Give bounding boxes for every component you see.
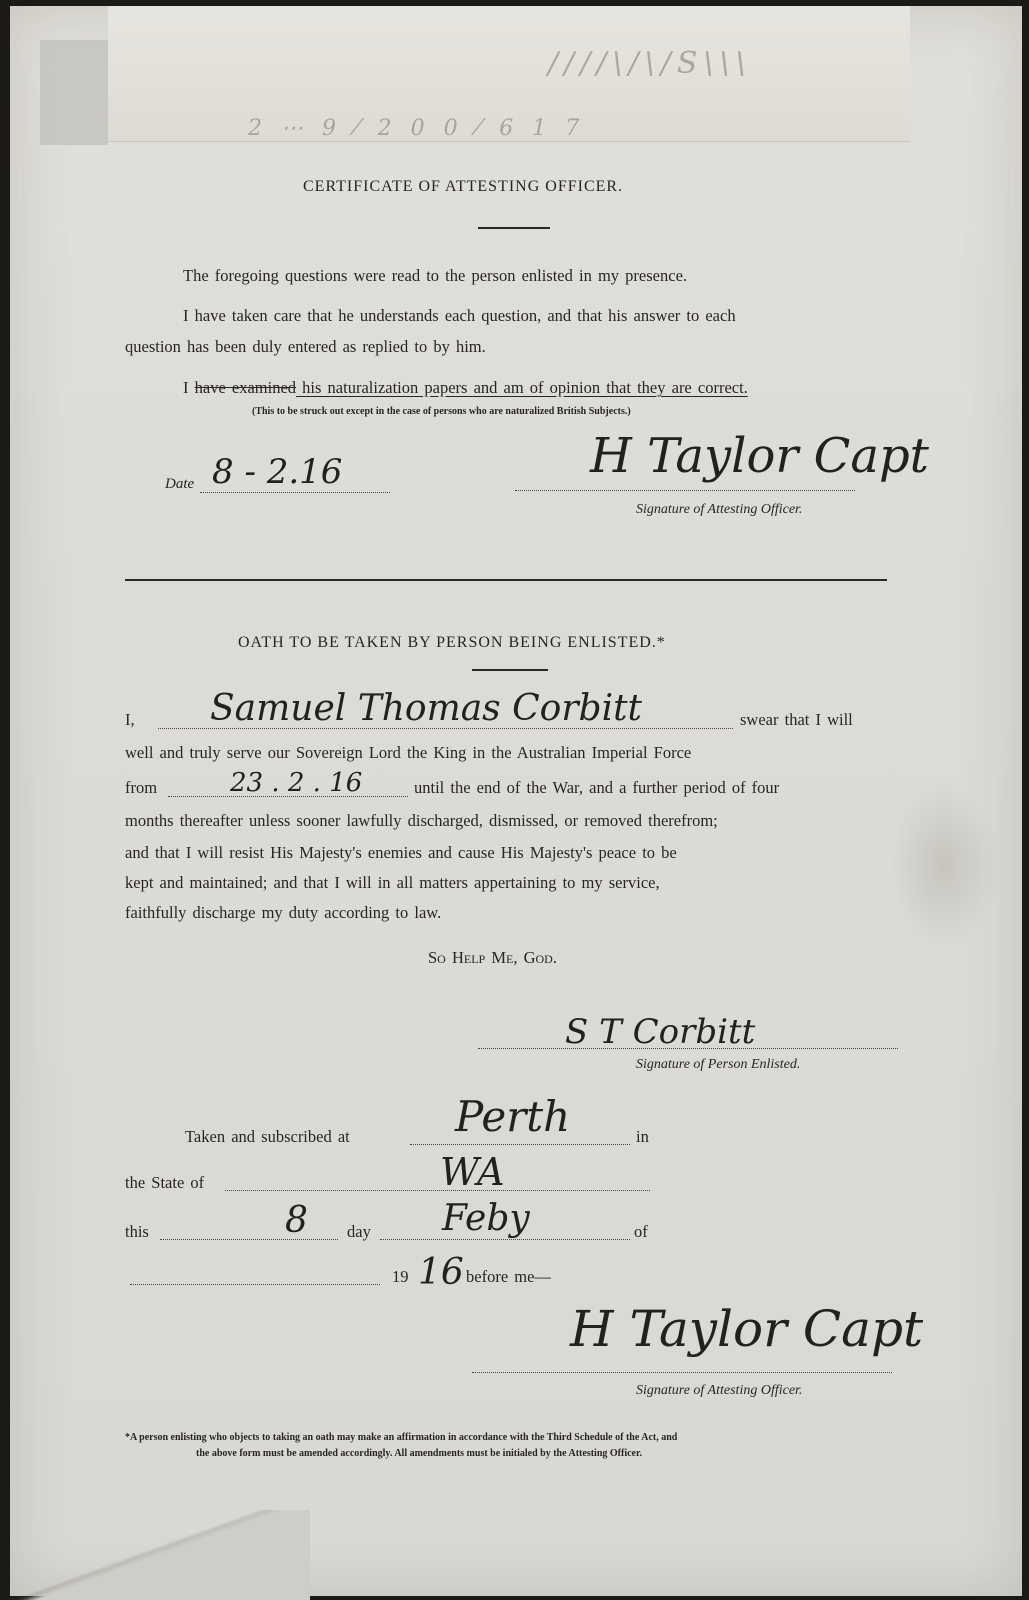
certificate-para1: The foregoing questions were read to the person enlisted in my presence. (183, 266, 688, 285)
place-handwritten: Perth (455, 1092, 571, 1141)
date-handwritten: 8 - 2.16 (212, 452, 343, 492)
date-label: Date (165, 476, 195, 492)
adhesive-tape (40, 40, 108, 145)
para3-rest: his naturalization papers and am of opinion that they are correct. (296, 378, 748, 397)
year-prefix: 19 (392, 1267, 409, 1286)
attesting-signature-line (472, 1372, 892, 1373)
day-line (160, 1239, 338, 1240)
year-prefix-line (130, 1284, 380, 1285)
month-line (380, 1239, 630, 1240)
attesting-signature-label: Signature of Attesting Officer. (636, 1383, 803, 1398)
para3-lead: I (183, 378, 195, 397)
oath-line3-end: until the end of the War, and a further period of four (414, 778, 780, 797)
officer-signature-line (515, 490, 855, 491)
oath-line2: well and truly serve our Sovereign Lord the King in the Australian Imperial Force (125, 743, 692, 762)
oath-line4: months thereafter unless sooner lawfully discharged, dismissed, or removed therefrom; (125, 811, 718, 830)
oath-line5: and that I will resist His Majesty's enemies and cause His Majesty's peace to be (125, 843, 677, 862)
officer-signature-label: Signature of Attesting Officer. (636, 502, 803, 517)
this-label: this (125, 1222, 149, 1241)
oath-line1-end: swear that I will (740, 710, 853, 729)
oath-pronoun: I, (125, 710, 135, 729)
footnote-line2: the above form must be amended accordingly. All amendments must be initialed by the Attesting Officer. (196, 1448, 643, 1459)
date-line (200, 492, 390, 493)
folded-corner (10, 1510, 310, 1600)
from-label: from (125, 778, 158, 797)
certificate-title: CERTIFICATE OF ATTESTING OFFICER. (303, 178, 624, 195)
oath-closing: So Help Me, God. (428, 948, 557, 967)
certificate-para3 (183, 378, 748, 398)
certificate-para2-line2: question has been duly entered as replied to by him. (125, 337, 486, 356)
in-label: in (636, 1127, 649, 1146)
attached-paper-strip (108, 6, 910, 142)
naturalization-note: (This to be struck out except in the case of persons who are naturalized British Subjects.) (252, 406, 631, 417)
oath-line7: faithfully discharge my duty according to law. (125, 903, 442, 922)
enlistee-signature-handwritten: S T Corbitt (565, 1012, 756, 1052)
title-divider (478, 227, 550, 229)
state-label: the State of (125, 1173, 205, 1192)
year-handwritten: 16 (418, 1252, 464, 1293)
of-label: of (634, 1222, 648, 1241)
certificate-para2-line1: I have taken care that he understands each question, and that his answer to each (183, 306, 736, 325)
before-me-label: before me— (466, 1267, 551, 1286)
attesting-signature-handwritten: H Taylor Capt (570, 1300, 924, 1358)
taken-label: Taken and subscribed at (185, 1127, 350, 1146)
oath-title: OATH TO BE TAKEN BY PERSON BEING ENLISTED.* (238, 634, 666, 651)
place-line (410, 1144, 630, 1145)
month-handwritten: Feby (442, 1198, 530, 1239)
enlistee-signature-label: Signature of Person Enlisted. (636, 1057, 801, 1072)
oath-title-divider (472, 669, 548, 671)
state-line (225, 1190, 650, 1191)
officer-signature-handwritten: H Taylor Capt (590, 428, 929, 484)
water-stain (889, 780, 999, 950)
day-handwritten: 8 (285, 1200, 308, 1241)
from-date-handwritten: 23 . 2 . 16 (230, 768, 363, 798)
strip-faint-writing-bottom: 2 ⋯ 9 ⁄ 2 0 0 ⁄ 6 1 7 (248, 116, 586, 141)
enlistee-name-handwritten: Samuel Thomas Corbitt (210, 688, 643, 729)
day-label: day (347, 1222, 371, 1241)
strip-faint-writing-top: ////\/\/S\\\ (548, 46, 752, 81)
section-divider (125, 579, 887, 581)
oath-line6: kept and maintained; and that I will in all matters appertaining to my service, (125, 873, 660, 892)
state-handwritten: WA (440, 1150, 505, 1194)
footnote-line1: *A person enlisting who objects to taking an oath may make an affirmation in accordance with the Third Schedule of the Act, and (125, 1432, 678, 1443)
para3-struck-text: have examined (194, 378, 297, 397)
